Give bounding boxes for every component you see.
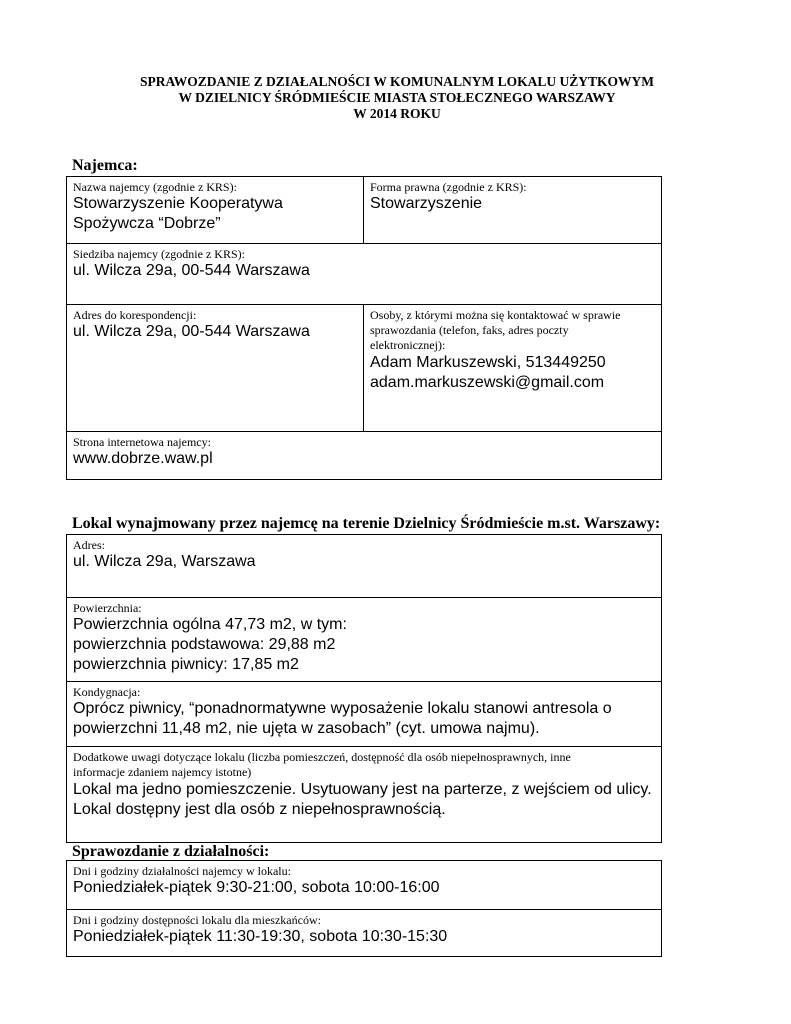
adres-label: Adres do korespondencji:	[73, 308, 197, 322]
siedziba-value: ul. Wilcza 29a, 00-544 Warszawa	[73, 262, 310, 279]
lokal-adres-label: Adres:	[73, 538, 105, 552]
kondygnacja-line-2: powierzchni 11,48 m2, nie ujęta w zasobach” (cyt. umowa najmu).	[73, 720, 540, 737]
siedziba-label: Siedziba najemcy (zgodnie z KRS):	[73, 247, 245, 261]
forma-cell	[364, 177, 661, 217]
kontakt-cell	[364, 305, 661, 396]
forma-label: Forma prawna (zgodnie z KRS):	[370, 180, 527, 194]
uwagi-cell	[67, 747, 661, 823]
lokal-heading: Lokal wynajmowany przez najemcę na terenie Dzielnicy Śródmieście m.st. Warszawy:	[72, 515, 661, 532]
strona-cell	[67, 432, 661, 472]
strona-value: www.dobrze.waw.pl	[73, 450, 213, 467]
dni-dzialalnosci-cell	[67, 861, 661, 901]
lokal-adres-cell	[67, 535, 661, 575]
uwagi-label-line-1: Dodatkowe uwagi dotyczące lokalu (liczba pomieszczeń, dostępność dla osób niepełnosprawnych, inne	[73, 750, 571, 764]
kontakt-label-line-2: sprawozdania (telefon, faks, adres poczty	[370, 323, 569, 337]
dni-dostepnosci-label: Dni i godziny dostępności lokalu dla mieszkańców:	[73, 913, 321, 927]
kondygnacja-cell	[67, 682, 661, 742]
sprawozdanie-table	[66, 860, 662, 957]
nazwa-value-line-1: Stowarzyszenie Kooperatywa	[73, 195, 283, 212]
powierzchnia-line-1: Powierzchnia ogólna 47,73 m2, w tym:	[73, 616, 347, 633]
dni-dostepnosci-cell	[67, 910, 661, 950]
strona-label: Strona internetowa najemcy:	[73, 435, 211, 449]
nazwa-label: Nazwa najemcy (zgodnie z KRS):	[73, 180, 237, 194]
powierzchnia-line-2: powierzchnia podstawowa: 29,88 m2	[73, 636, 336, 653]
powierzchnia-line-3: powierzchnia piwnicy: 17,85 m2	[73, 656, 299, 673]
document-title	[66, 74, 728, 122]
lokal-adres-value: ul. Wilcza 29a, Warszawa	[73, 553, 256, 570]
uwagi-label-line-2: informacje zdaniem najemcy istotne)	[73, 765, 252, 779]
nazwa-value-line-2: Spożywcza “Dobrze”	[73, 215, 221, 232]
kondygnacja-label: Kondygnacja:	[73, 685, 141, 699]
adres-cell	[67, 305, 363, 345]
lokal-table	[66, 534, 662, 843]
kontakt-value-line-1: Adam Markuszewski, 513449250	[370, 354, 606, 371]
kondygnacja-line-1: Oprócz piwnicy, “ponadnormatywne wyposażenie lokalu stanowi antresola o	[73, 700, 612, 717]
najemca-table	[66, 176, 662, 480]
powierzchnia-cell	[67, 598, 661, 678]
dni-dzialalnosci-value: Poniedziałek-piątek 9:30-21:00, sobota 10:00-16:00	[73, 879, 440, 896]
siedziba-cell	[67, 244, 661, 284]
dni-dostepnosci-value: Poniedziałek-piątek 11:30-19:30, sobota 10:30-15:30	[73, 928, 448, 945]
uwagi-line-1: Lokal ma jedno pomieszczenie. Usytuowany jest na parterze, z wejściem od ulicy.	[73, 781, 652, 798]
kontakt-label-line-3: elektronicznej):	[370, 338, 446, 352]
najemca-heading: Najemca:	[72, 157, 138, 174]
forma-value: Stowarzyszenie	[370, 195, 483, 212]
sprawozdanie-heading: Sprawozdanie z działalności:	[72, 843, 270, 860]
kontakt-value-line-2: adam.markuszewski@gmail.com	[370, 374, 605, 391]
title-line-2: W DZIELNICY ŚRÓDMIEŚCIE MIASTA STOŁECZNEGO WARSZAWY	[178, 90, 616, 105]
adres-value: ul. Wilcza 29a, 00-544 Warszawa	[73, 323, 310, 340]
uwagi-line-2: Lokal dostępny jest dla osób z niepełnosprawnością.	[73, 801, 446, 818]
dni-dzialalnosci-label: Dni i godziny działalności najemcy w lokalu:	[73, 864, 291, 878]
nazwa-cell	[67, 177, 363, 237]
title-line-1: SPRAWOZDANIE Z DZIAŁALNOŚCI W KOMUNALNYM LOKALU UŻYTKOWYM	[139, 74, 655, 89]
kontakt-label-line-1: Osoby, z którymi można się kontaktować w sprawie	[370, 308, 621, 322]
powierzchnia-label: Powierzchnia:	[73, 601, 142, 615]
title-line-3: W 2014 ROKU	[353, 106, 441, 121]
